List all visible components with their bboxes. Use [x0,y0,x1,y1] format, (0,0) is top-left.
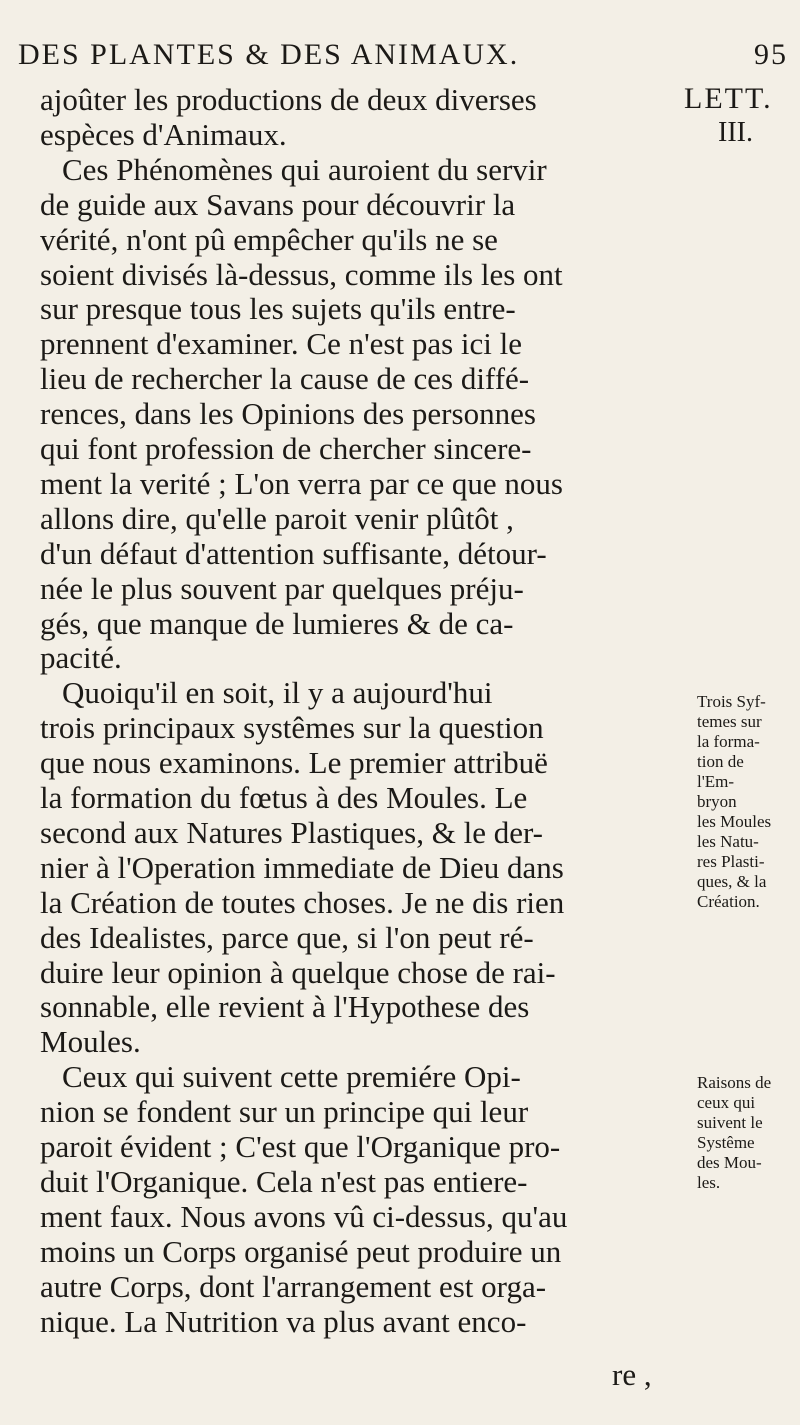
margin-note-line: Création. [697,892,760,911]
text-line: sur presque tous les sujets qu'ils entre- [40,291,516,327]
text-line: vérité, n'ont pû empêcher qu'ils ne se [40,221,498,257]
text-line: trois principaux systêmes sur la question [40,710,544,746]
text-line: soient divisés là-dessus, comme ils les ont [40,256,563,292]
text-line: allons dire, qu'elle paroit venir plûtôt , [40,500,514,536]
text-line: lieu de rechercher la cause de ces diffé- [40,361,530,397]
margin-note-line: bryon [697,792,737,811]
text-line: des Idealistes, parce que, si l'on peut ré- [40,919,534,955]
page-number: 95 [754,38,788,71]
catchword: re , [612,1357,652,1392]
text-line: paroit évident ; C'est que l'Organique pro- [40,1129,561,1164]
margin-note-line: tion de [697,752,744,771]
text-line: second aux Natures Plastiques, & le der- [40,814,543,850]
text-line: autre Corps, dont l'arrangement est orga- [40,1268,547,1304]
margin-note-line: les Natu- [697,832,759,851]
text-line: espèces d'Animaux. [40,116,287,152]
text-line: ment la verité ; L'on verra par ce que nous [40,465,563,501]
margin-note-line: Trois Syf- [697,692,766,711]
text-line: la Création de toutes choses. Je ne dis rien [40,884,565,920]
margin-note-line: ceux qui [697,1093,756,1112]
text-line: sonnable, elle revient à l'Hypothese des [40,989,530,1025]
margin-note-line: temes sur [697,712,762,731]
text-line: Quoiqu'il en soit, il y a aujourd'hui [62,675,493,711]
margin-note-line: l'Em- [697,772,735,791]
text-line: Moules. [40,1024,141,1060]
text-line: Ceux qui suivent cette premiére Opi- [62,1059,521,1095]
text-line: nion se fondent sur un principe qui leur [40,1094,529,1130]
margin-note-raisons [697,1073,800,1193]
margin-note-line: des Mou- [697,1153,762,1172]
text-line: duit l'Organique. Cela n'est pas entiere- [40,1163,528,1199]
text-line: nier à l'Operation immediate de Dieu dans [40,849,564,885]
margin-note-systemes [697,692,800,912]
text-line: duire leur opinion à quelque chose de rai- [40,954,556,990]
text-line: rences, dans les Opinions des personnes [40,396,536,432]
running-head [18,38,788,72]
margin-note-line: suivent le [697,1113,763,1132]
text-line: moins un Corps organisé peut produire un [40,1233,562,1269]
margin-note-line: ques, & la [697,872,767,891]
letter-number: III. [718,117,753,148]
text-line: de guide aux Savans pour découvrir la [40,186,516,222]
text-line: qui font profession de chercher sincere- [40,431,532,466]
text-line: nique. La Nutrition va plus avant enco- [40,1303,527,1339]
text-line: que nous examinons. Le premier attribuë [40,745,548,781]
margin-note-line: res Plasti- [697,852,765,871]
margin-note-line: Systême [697,1133,755,1152]
text-line: prennent d'examiner. Ce n'est pas ici le [40,326,523,362]
text-line: gés, que manque de lumieres & de ca- [40,605,514,641]
margin-note-line: les Moules [697,812,772,831]
letter-label: LETT. [684,82,773,115]
margin-note-line: les. [697,1173,721,1192]
text-line: ment faux. Nous avons vû ci-dessus, qu'au [40,1198,568,1234]
text-line: d'un défaut d'attention suffisante, détour- [40,535,547,571]
text-line: Ces Phénomènes qui auroient du servir [62,151,547,187]
text-line: la formation du fœtus à des Moules. Le [40,780,528,815]
margin-note-line: la forma- [697,732,760,751]
margin-note-line: Raisons de [697,1073,772,1092]
text-line: ajoûter les productions de deux diverses [40,82,537,117]
text-line: pacité. [40,640,122,676]
running-head-title: DES PLANTES & DES ANIMAUX. [18,38,520,71]
text-line: née le plus souvent par quelques préju- [40,570,524,606]
